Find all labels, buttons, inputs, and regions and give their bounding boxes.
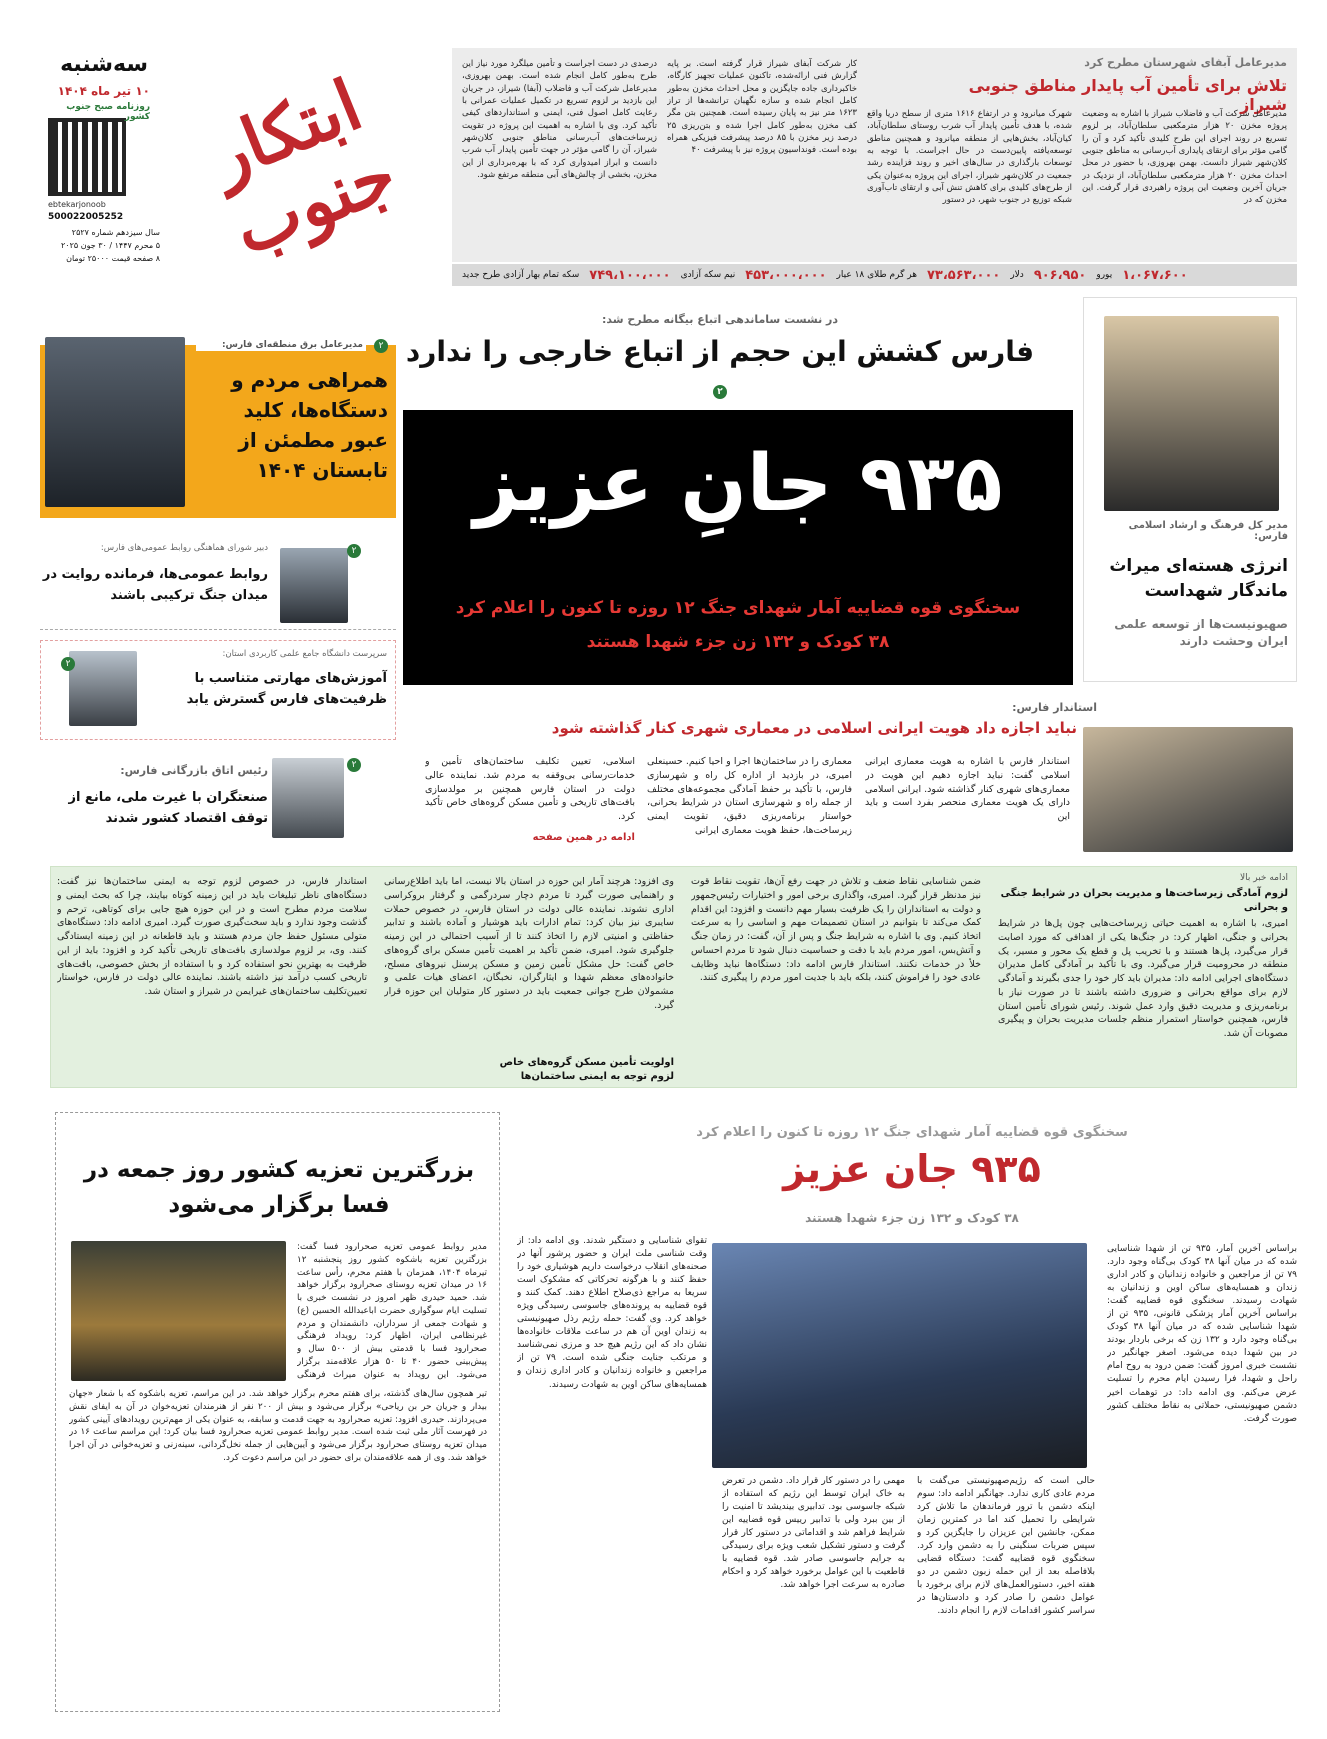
phone-number: 500022005252 (48, 212, 124, 222)
governor-col1: استاندار فارس با اشاره به هویت معماری ایرانی اسلامی گفت: نباید اجازه دهیم این هویت در معماری‌های شهری کنار گذاشته شود. ایرانی اسلامی دارای یک هویت معماری منحصر بفرد است و باید این (865, 756, 1070, 823)
left-box-edu (40, 640, 396, 740)
green-box-sub1: لزوم آمادگی زیرساخت‌ها و مدیریت بحران در شرایط جنگی و بحرانی (1000, 888, 1288, 913)
green-box (50, 866, 1297, 1088)
martyrs-col4: تقوای شناسایی و دستگیر شدند. وی ادامه داد: از وقت شناسی ملت ایران و حضور پرشور آنها در صحنه‌های انقلاب درخواست داریم هوشیاری خود را حفظ کنند و با هرگونه تحرکاتی که مشکوک است سریعا به مراجع ذی‌صلاح اطلاع دهند. کمک کنند و قوه قضاییه به پرونده‌های جاسوسی رسیدگی ویژه خواهد کرد. وی گفت: حمله رژیم رذل صهیونیستی به زندان اوین آن هم در ساعت ملاقات خانواده‌ها نشان داد که این رژیم هیچ حد و مرزی نمی‌شناسد و مرتکب جنایت جنگی شده است. ۷۹ تن از مراجعین و خانواده زندانیان و کادر اداری زندان و همسایه‌های ساکن اوین به شهادت رسیدند. (517, 1236, 707, 1390)
left-box-chamber-kicker: رئیس اتاق بازرگانی فارس: (120, 764, 268, 777)
main-box-sub2: ۳۸ کودک و ۱۳۲ زن جزء شهدا هستند (586, 632, 890, 652)
governor-more: ادامه در همین صفحه (532, 832, 635, 843)
green-box-sub2: اولویت تأمین مسکن گروه‌های خاص (499, 1057, 674, 1068)
right-side-title: انرژی هسته‌ای میراث ماندگار شهداست (1109, 556, 1288, 601)
green-box-col1: امیری، با اشاره به اهمیت حیاتی زیرساخت‌هایی چون پل‌ها در شرایط بحرانی و جنگی، اظهار کرد: در جنگ‌ها یکی از اهدافی که مورد اصابت قرار می‌گیرد، پل‌ها هستند و با تخریب پل و قطع یک محور و مسیر، یک منطقه در محرومیت قرار می‌گیرد. وی با تأکید بر آمادگی کامل مدیران دستگاه‌های اجرایی ادامه داد: مدیران باید کار خود را جدی بگیرند و آمادگی لازم برای مواقع بحرانی و ضروری داشته باشند تا در صورت نیاز با برنامه‌ریزی و مدیریت دقیق وارد عمل شوند. رئیس شورای تأمین استان فارس، همچنین خواستار استمرار منظم جلسات مدیریت بحران و پیگیری مصوبات آن شد. (998, 918, 1288, 1040)
left-box-chamber-title: صنعتگران با غیرت ملی، مانع از توقف اقتصاد کشور شدند (68, 790, 268, 826)
main-title-text: فارس کشش این حجم از اتباع خارجی را ندارد (405, 335, 1035, 368)
price-value-4: ۱،۰۶۷،۶۰۰ (1122, 267, 1188, 283)
chamber-official-photo (272, 758, 344, 838)
price-label-2: هر گرم طلای ۱۸ عیار (836, 270, 917, 280)
price-value-0: ۷۴۹،۱۰۰،۰۰۰ (589, 267, 671, 283)
masthead-date: ۱۰ تیر ماه ۱۴۰۴ (57, 84, 150, 98)
top-story (452, 48, 1297, 262)
official-photo (1104, 316, 1279, 511)
martyrs-col1: براساس آخرین آمار، ۹۳۵ تن از شهدا شناسایی شده که در میان آنها ۳۸ کودک بی‌گناه وجود دارد. ۷۹ تن از مراجعین و خانواده زندانیان و کادر اداری زندان و همسایه‌های ساکن اوین و زندانیان به شهادت رسیدند. سخنگوی قوه قضاییه گفت: براساس آخرین آمار پزشکی قانونی، ۹۳۵ تن از شهدا شناسایی شده که در میان آنها ۳۸ کودک بی‌گناه وجود دارد و ۱۳۲ زن که برخی باردار بودند در بین شهدا دیده می‌شود. اصغر جهانگیر در نشست خبری امروز گفت: ضمن درود به روح امام راحل و شهدا، فرا رسیدن ایام محرم را تسلیت عرض می‌کنم. وی ادامه داد: در توهمات اخیر دشمن صهیونیستی، حملاتی به نقاط مختلف کشور صورت گرفت. (1107, 1244, 1297, 1424)
price-label-1: نیم سکه آزادی (680, 270, 736, 280)
main-title (400, 335, 1040, 401)
price-label-3: دلار (1010, 270, 1024, 280)
green-box-intro: ادامه خبر بالا (1239, 873, 1288, 883)
price-value-1: ۴۵۳،۰۰۰،۰۰۰ (745, 267, 827, 283)
pages-price: ۸ صفحه قیمت ۲۵۰۰۰ تومان (66, 254, 160, 263)
martyrs-sub: ۳۸ کودک و ۱۳۲ زن جزء شهدا هستند (805, 1211, 1019, 1225)
price-value-2: ۷۳،۵۶۳،۰۰۰ (926, 267, 1001, 283)
tazieh-col2: تیر همچون سال‌های گذشته، برای هفتم محرم برگزار خواهد شد. در این مراسم، تعزیه باشکوه که با شعار «جهان بیدار و جریان حر بن ریاحی» برگزار می‌شود و بیش از ۲۰۰ نفر از هنرمندان تعزیه‌خوان در آن به ایفای نقش می‌پردازند. حیدری افزود: تعزیه صحرارود به جهت قدمت و سابقه، به عنوان یکی از مهم‌ترین رویدادهای آیینی کشور در فهرست آثار ملی ثبت شده است. مدیر روابط عمومی تعزیه صحرارود فسا بیان کرد: این مراسم ساعت ۱۶ در میدان تعزیه روستای صحرارود برگزار می‌شود و آیین‌هایی از جمله نخل‌گردانی، سینه‌زنی و تعزیه‌خوانی در آن اجرا خواهد شد. وی از همه علاقه‌مندان برای حضور در این مراسم دعوت کرد. (69, 1389, 487, 1463)
green-box-col4: استاندار فارس، در خصوص لزوم توجه به ایمنی ساختمان‌ها نیز گفت: دستگاه‌های ناظر تبلیغات باید در این زمینه کوتاه بیایند، چرا که بحث ایمنی و سلامت مردم مطرح است و در این حوزه هیچ جایی برای کوتاهی، ترحم و گذشت وجود ندارد و باید سخت‌گیری صورت گیرد. امیری ادامه داد: دستگاه‌های متولی مسئول حفظ جان مردم هستند و باید قاطعانه در این زمینه ایستادگی کنند. وی، بر لزوم مولدسازی بافت‌های تاریخی تأکید کرد و افزود: باید از این ظرفیت به بهترین نحو استفاده کرد و با استفاده از بخش خصوصی، بافت‌های تاریخی کسب درآمد نیز داشته باشند. نماینده عالی دولت در فارس، خواستار تعیین‌تکلیف ساختمان‌های غیرایمن در شیراز و استان شد. (57, 876, 367, 998)
left-box-pr-title: روابط عمومی‌ها، فرمانده روایت در میدان جنگ ترکیبی باشند (42, 567, 268, 603)
top-story-col2: شهرک میانرود و در ارتفاع ۱۶۱۶ متری از سطح دریا واقع شده، با هدف تأمین پایدار آب شرب روستای سلطان‌آباد، کیان‌آباد، بخش‌هایی از منطقه میانرود و همچنین مناطق توسعه‌یافته پایین‌دست در حال اجراست. با توجه به توسعات بارگذاری در سال‌های اخیر و روند فزاینده رشد جمعیت در کلان‌شهر شیراز، اجرای این پروژه به‌عنوان یکی از طرح‌های کلیدی برای کاهش تنش آبی و ارتقای تاب‌آوری شبکه توزیع در جنوب شهر، در دستور (867, 109, 1072, 206)
edu-official-photo (69, 651, 137, 726)
pr-official-photo (280, 548, 348, 623)
top-story-title: تلاش برای تأمین آب پایدار مناطق جنوبی شیراز (968, 76, 1287, 114)
power-official-photo (45, 337, 185, 507)
masthead-day: سه‌شنبه (60, 52, 148, 77)
top-story-col1: مدیرعامل شرکت آب و فاضلاب شیراز با اشاره به وضعیت پروژه مخزن ۲۰ هزار مترمکعبی سلطان‌آباد، بر لزوم تسریع در روند اجرای این طرح کلیدی تأکید کرد و آن را گامی مؤثر برای ارتقای پایداری آب‌رسانی به مناطق جنوبی کلان‌شهر شیراز دانست. بهمن بهروزی، با حضور در محل احداث مخزن ۲۰ هزار مترمکعبی سلطان‌آباد، از نزدیک در جریان آخرین وضعیت این پروژه راهبردی قرار گرفت. این مخزن که در (1082, 109, 1287, 206)
top-story-kicker: مدیرعامل آبفای شهرستان مطرح کرد (1084, 56, 1287, 69)
date-other: ۵ محرم ۱۴۴۷ / ۳۰ جون ۲۰۲۵ (61, 241, 160, 250)
price-value-3: ۹۰۶،۹۵۰ (1033, 267, 1087, 283)
left-box-edu-page: ۲ (61, 657, 75, 671)
tazieh-story (55, 1112, 500, 1712)
issue-info: سال سیزدهم شماره ۲۵۲۷ (71, 228, 160, 237)
masthead (30, 48, 450, 298)
tazieh-col1: مدیر روابط عمومی تعزیه صحرارود فسا گفت: بزرگترین تعزیه باشکوه کشور روز پنجشنبه ۱۲ تیرماه ۱۴۰۴، همزمان با هفتم محرم، رأس ساعت ۱۶ در میدان تعزیه روستای صحرارود برگزار خواهد شد. حمید حیدری ظهر امروز در نشست خبری با تسلیت ایام سوگواری حضرت اباعبدالله الحسین (ع) و شهادت جمعی از سرداران، دانشمندان و مردم غیرنظامی ایران، اظهار کرد: رویداد فرهنگی صحرارود فسا با قدمتی بیش از ۵۰۰ سال و پیش‌بینی حضور ۴۰ تا ۵۰ هزار علاقه‌مند برگزار می‌شود. این رویداد به عنوان میراث فرهنگی (297, 1242, 487, 1380)
green-box-col2: ضمن شناسایی نقاط ضعف و تلاش در جهت رفع آن‌ها، تقویت نقاط قوت نیز مدنظر قرار گیرد. امیری، واگذاری برخی امور و اختیارات رئیس‌جمهور و دولت به استانداران را یک ظرفیت بسیار مهم دانست و افزود: این اقدام کمک می‌کند تا بتوانیم در استان تصمیمات مهم و اساسی را به سرعت اتخاذ کنیم. وی با اشاره به شرایط جنگ و پس از آن، گفت: در زمان جنگ و آتش‌بس، امور مردم باید با دقت و حساسیت دنبال شود تا مردم احساس خلأ در خدمات نکنند. استاندار فارس ادامه داد: دستگاه‌ها نباید وظایف عادی خود را فراموش کنند، بلکه باید با جدیت امور مردم را پیگیری کنند. (691, 876, 981, 984)
page-ref-badge: ۲ (713, 385, 727, 399)
left-box-chamber-page: ۲ (347, 758, 361, 772)
left-box-power-kicker: مدیرعامل برق منطقه‌ای فارس: (196, 339, 366, 351)
price-label-4: یورو (1096, 270, 1113, 280)
top-story-col3: کار شرکت آبفای شیراز قرار گرفته است. بر پایه گزارش فنی ارائه‌شده، تاکنون عملیات تجهیز کارگاه، خاکبرداری جاده جایگزین و محل احداث مخزن به‌طور کامل انجام شده و سازه نگهبان ترانشه‌ها از تراز ۱۶۲۳ متر نیز به پایان رسیده است. همچنین بتن مگر کف مخزن به‌طور کامل اجرا شده و بتن‌ریزی ۲۵ درصد زیر مخزن با ۸۵ درصد پیشرفت فیزیکی همراه بوده است. فونداسیون پروژه نیز با پیشرفت ۴۰ (667, 59, 857, 156)
martyrs-col2: حالی است که رژیم‌صهیونیستی می‌گفت با مردم عادی کاری ندارد. جهانگیر ادامه داد: سوم اینکه دشمن با ترور فرماندهان ما تلاش کرد شرایطی را تحمیل کند اما در کمترین زمان ممکن، جانشین این عزیزان را جایگزین کرد و سپس ضربات سنگینی را به دشمن وارد کرد. سخنگوی قوه قضاییه گفت: دستگاه قضایی بلافاصله بعد از این حمله زبون دشمن در دو هفته اخیر، دستورالعمل‌های لازم برای برخورد با عوامل دشمن را صادر کرد و دادستان‌ها در سراسر کشور اقدامات لازم را انجام دادند. (917, 1476, 1095, 1617)
main-box-title: ۹۳۵ جانِ عزیز (473, 439, 1003, 529)
newspaper-logo: ابتکار جنوب (198, 62, 408, 272)
top-story-col4: درصدی در دست اجراست و تأمین میلگرد مورد نیاز این طرح به‌طور کامل انجام شده است. بهمن بهروزی، مدیرعامل شرکت آب و فاضلاب (آبفا) شیراز، در جریان این بازدید بر لزوم تسریع در تکمیل عملیات عمرانی با رعایت کامل اصول فنی، ایمنی و استانداردهای کیفی تأکید کرد. وی با اشاره به اهمیت این پروژه در تقویت زیرساخت‌های آب‌رسانی مناطق جنوبی کلان‌شهر شیراز، آن را گامی مؤثر در جهت تأمین پایدار آب شرب دانست و ابراز امیدواری کرد که با بهره‌برداری از این مخزن، بخشی از چالش‌های آبی منطقه مرتفع شود. (462, 59, 657, 180)
green-box-col3: وی افزود: هرچند آمار این حوزه در استان بالا نیست، اما باید اطلاع‌رسانی و راهنمایی صورت گیرد تا مردم دچار سردرگمی و گرفتار بروکراسی اداری نشوند. نماینده عالی دولت در استان فارس، در خصوص حملات سایبری نیز بیان کرد: تمام ادارات باید هوشیار و آماده باشند و تدابیر حفاظتی و امنیتی لازم را اتخاذ کنند تا از آسیب احتمالی در این زمینه جلوگیری شود. امیری، ضمن تأکید بر اهمیت تأمین مسکن برای گروه‌های خاص گفت: حل مشکل تأمین زمین و مسکن پرسنل نیروهای مسلح، خانواده‌های معظم شهدا و ایثارگران، نخبگان، اعضای هیات علمی و مشمولان طرح جوانی جمعیت باید در دستور کار متولیان این حوزه قرار گیرد. (384, 876, 674, 1011)
right-side-kicker: مدیر کل فرهنگ و ارشاد اسلامی فارس: (1128, 520, 1288, 542)
main-box-sub1: سخنگوی قوه قضاییه آمار شهدای جنگ ۱۲ روزه تا کنون را اعلام کرد (455, 598, 1021, 618)
prices-bar (452, 264, 1297, 286)
left-box-power-page: ۲ (374, 339, 388, 353)
left-box-edu-title: آموزش‌های مهارتی متناسب با ظرفیت‌های فارس گسترش یابد (186, 671, 387, 707)
martyrs-title: ۹۳۵ جان عزیز (783, 1147, 1041, 1191)
left-box-power (40, 340, 396, 518)
left-box-chamber (40, 752, 396, 852)
martyrs-col3: مهمی را در دستور کار قرار داد. دشمن در تعرض به خاک ایران توسط این رژیم که استفاده از شبکه جاسوسی بود. تدابیری بیندیشد تا امنیت را از بین ببرد ولی با تدابیر رییس قوه قضاییه این شرایط فراهم شد و اقداماتی در دستور کار قرار گرفت و دستور تشکیل شعب ویژه برای رسیدگی به جرایم جاسوسی صادر شد. قوه قضاییه با قاطعیت با این عوامل برخورد خواهد کرد و احکام صادره به سرعت اجرا خواهد شد. (722, 1476, 905, 1591)
qr-code-icon (48, 118, 126, 196)
left-box-pr-kicker: دبیر شورای هماهنگی روابط عمومی‌های فارس: (100, 543, 268, 553)
main-black-box (403, 410, 1073, 685)
masthead-tagline: روزنامه صبح جنوب کشور (66, 102, 150, 122)
governor-photo (1083, 727, 1293, 852)
right-side-card (1083, 297, 1297, 682)
tazieh-photo (71, 1241, 286, 1381)
left-box-pr (40, 540, 396, 630)
tazieh-title: بزرگترین تعزیه کشور روز جمعه در فسا برگزار می‌شود (83, 1157, 475, 1218)
governor-title: نباید اجازه داد هویت ایرانی اسلامی در معماری شهری کنار گذاشته شود (551, 719, 1077, 737)
green-box-sub3: لزوم توجه به ایمنی ساختمان‌ها (520, 1071, 674, 1082)
left-box-power-title: همراهی مردم و دستگاه‌ها، کلید عبور مطمئن از تابستان ۱۴۰۴ (231, 368, 388, 482)
governor-col2: معماری را در ساختمان‌ها اجرا و احیا کنیم. حسینعلی امیری، در بازدید از اداره کل راه و شهرسازی فارس، با تأکید بر حفظ آمادگی مجموعه‌های مختلف از جمله راه و شهرسازی استان در شرایط بحرانی، خواستار برنامه‌ریزی دقیق، تقویت ایمنی زیرساخت‌ها، حفظ هویت معماری ایرانی (647, 756, 852, 836)
governor-kicker: استاندار فارس: (1012, 701, 1097, 714)
left-box-pr-page: ۲ (347, 544, 361, 558)
main-kicker: در نشست ساماندهی اتباع بیگانه مطرح شد: (601, 313, 839, 326)
right-side-sub: صهیونیست‌ها از توسعه علمی ایران وحشت دارند (1114, 617, 1288, 648)
governor-col3: اسلامی، تعیین تکلیف ساختمان‌های تأمین و خدمات‌رسانی بی‌وقفه به مردم شد. نماینده عالی دولت در استان فارس همچنین بر مولدسازی بافت‌های تاریخی و تأمین مسکن گروه‌های خاص تأکید کرد. (425, 756, 635, 823)
governor-story (410, 697, 1297, 857)
martyrs-kicker: سخنگوی قوه قضاییه آمار شهدای جنگ ۱۲ روزه تا کنون را اعلام کرد (696, 1125, 1128, 1140)
left-box-edu-kicker: سرپرست دانشگاه جامع علمی کاربردی استان: (222, 649, 387, 659)
price-label-0: سکه تمام بهار آزادی طرح جدید (462, 270, 580, 280)
social-handle: ebtekarjonoob (48, 200, 106, 209)
spokesman-photo (712, 1243, 1087, 1468)
martyrs-story (512, 1125, 1297, 1725)
